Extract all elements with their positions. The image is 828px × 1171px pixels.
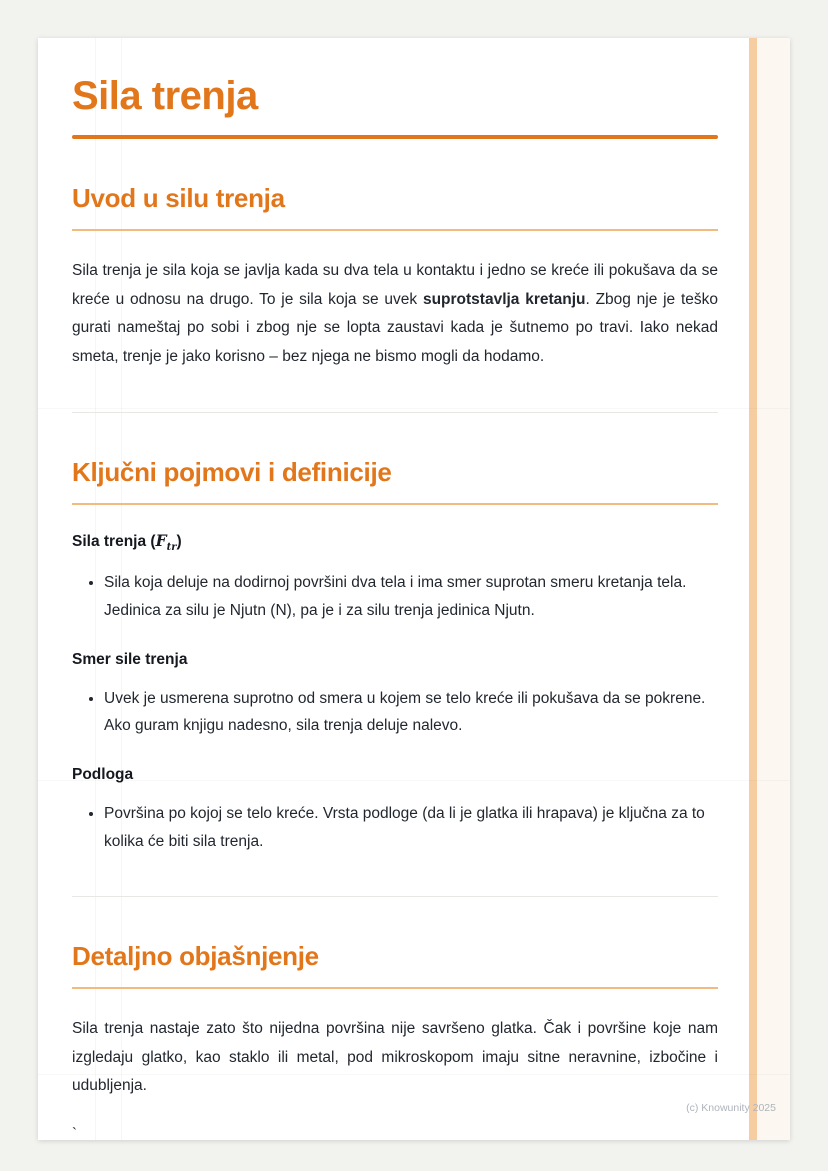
section-heading-uvod: Uvod u silu trenja: [72, 183, 718, 231]
term-bullet: • Sila koja deluje na dodirnoj površini dva tela i ima smer suprotan smeru kretanja tela. Jedinica za silu je Njutn (N), pa je i za silu trenja jedinica Njutn.: [104, 569, 718, 625]
document-page: [38, 38, 790, 1140]
document-content: [38, 38, 790, 1140]
title-divider: [72, 135, 718, 139]
force-symbol: [155, 530, 177, 553]
force-symbol-subscript: tr: [166, 541, 177, 553]
term-bullet-list: [72, 685, 718, 741]
term-label-suffix: ): [176, 532, 182, 550]
term-podloga: Podloga: [72, 766, 134, 784]
section-uvod: [72, 183, 718, 372]
section-pojmovi: [72, 457, 718, 856]
intro-text-bold: suprotstavlja kretanju: [422, 290, 586, 308]
section-divider: [72, 896, 718, 897]
section-divider: [72, 412, 718, 413]
intro-paragraph: [72, 257, 718, 372]
section-heading-detaljno: Detaljno objašnjenje: [72, 941, 718, 989]
detail-paragraph: Sila trenja nastaje zato što nijedna površina nije savršeno glatka. Čak i površine koje nam izgledaju glatko, kao staklo ili metal, pod mikroskopom imaju sitne neravnine, izbočine i udubljenja.: [72, 1020, 718, 1095]
term-bullet-list: [72, 800, 718, 856]
term-label-prefix: Sila trenja (: [72, 532, 156, 550]
force-symbol-letter: F: [155, 530, 167, 550]
term-sila-trenja: [72, 531, 718, 553]
section-heading-pojmovi: Ključni pojmovi i definicije: [72, 457, 718, 505]
stray-backtick: `: [72, 1125, 77, 1140]
term-smer-sile-trenja: Smer sile trenja: [72, 650, 188, 668]
term-bullet: • Površina po kojoj se telo kreće. Vrsta podloge (da li je glatka ili hrapava) je ključna za to kolika će biti sila trenja.: [104, 800, 718, 856]
intro-text-2: . Zbog nje je teško gurati nameštaj po sobi i zbog nje se lopta zaustavi kada je šutnemo po travi. Iako nekad smeta, trenje je jako korisno – bez njega ne bismo mogli da hodamo.: [72, 290, 718, 366]
term-bullet: • Uvek je usmerena suprotno od smera u kojem se telo kreće ili pokušava da se pokrene. Ako guram knjigu nadesno, sila trenja deluje nalevo.: [104, 685, 718, 741]
copyright-footer: (c) Knowunity 2025: [686, 1102, 776, 1114]
document-title: Sila trenja: [72, 74, 258, 118]
intro-text-1: Sila trenja je sila koja se javlja kada su dva tela u kontaktu i jedno se kreće ili pokušava da se kreće u odnosu na drugo. To je sila koja se uvek: [72, 262, 718, 308]
term-bullet-list: [72, 569, 718, 625]
section-detaljno: [72, 941, 718, 1140]
